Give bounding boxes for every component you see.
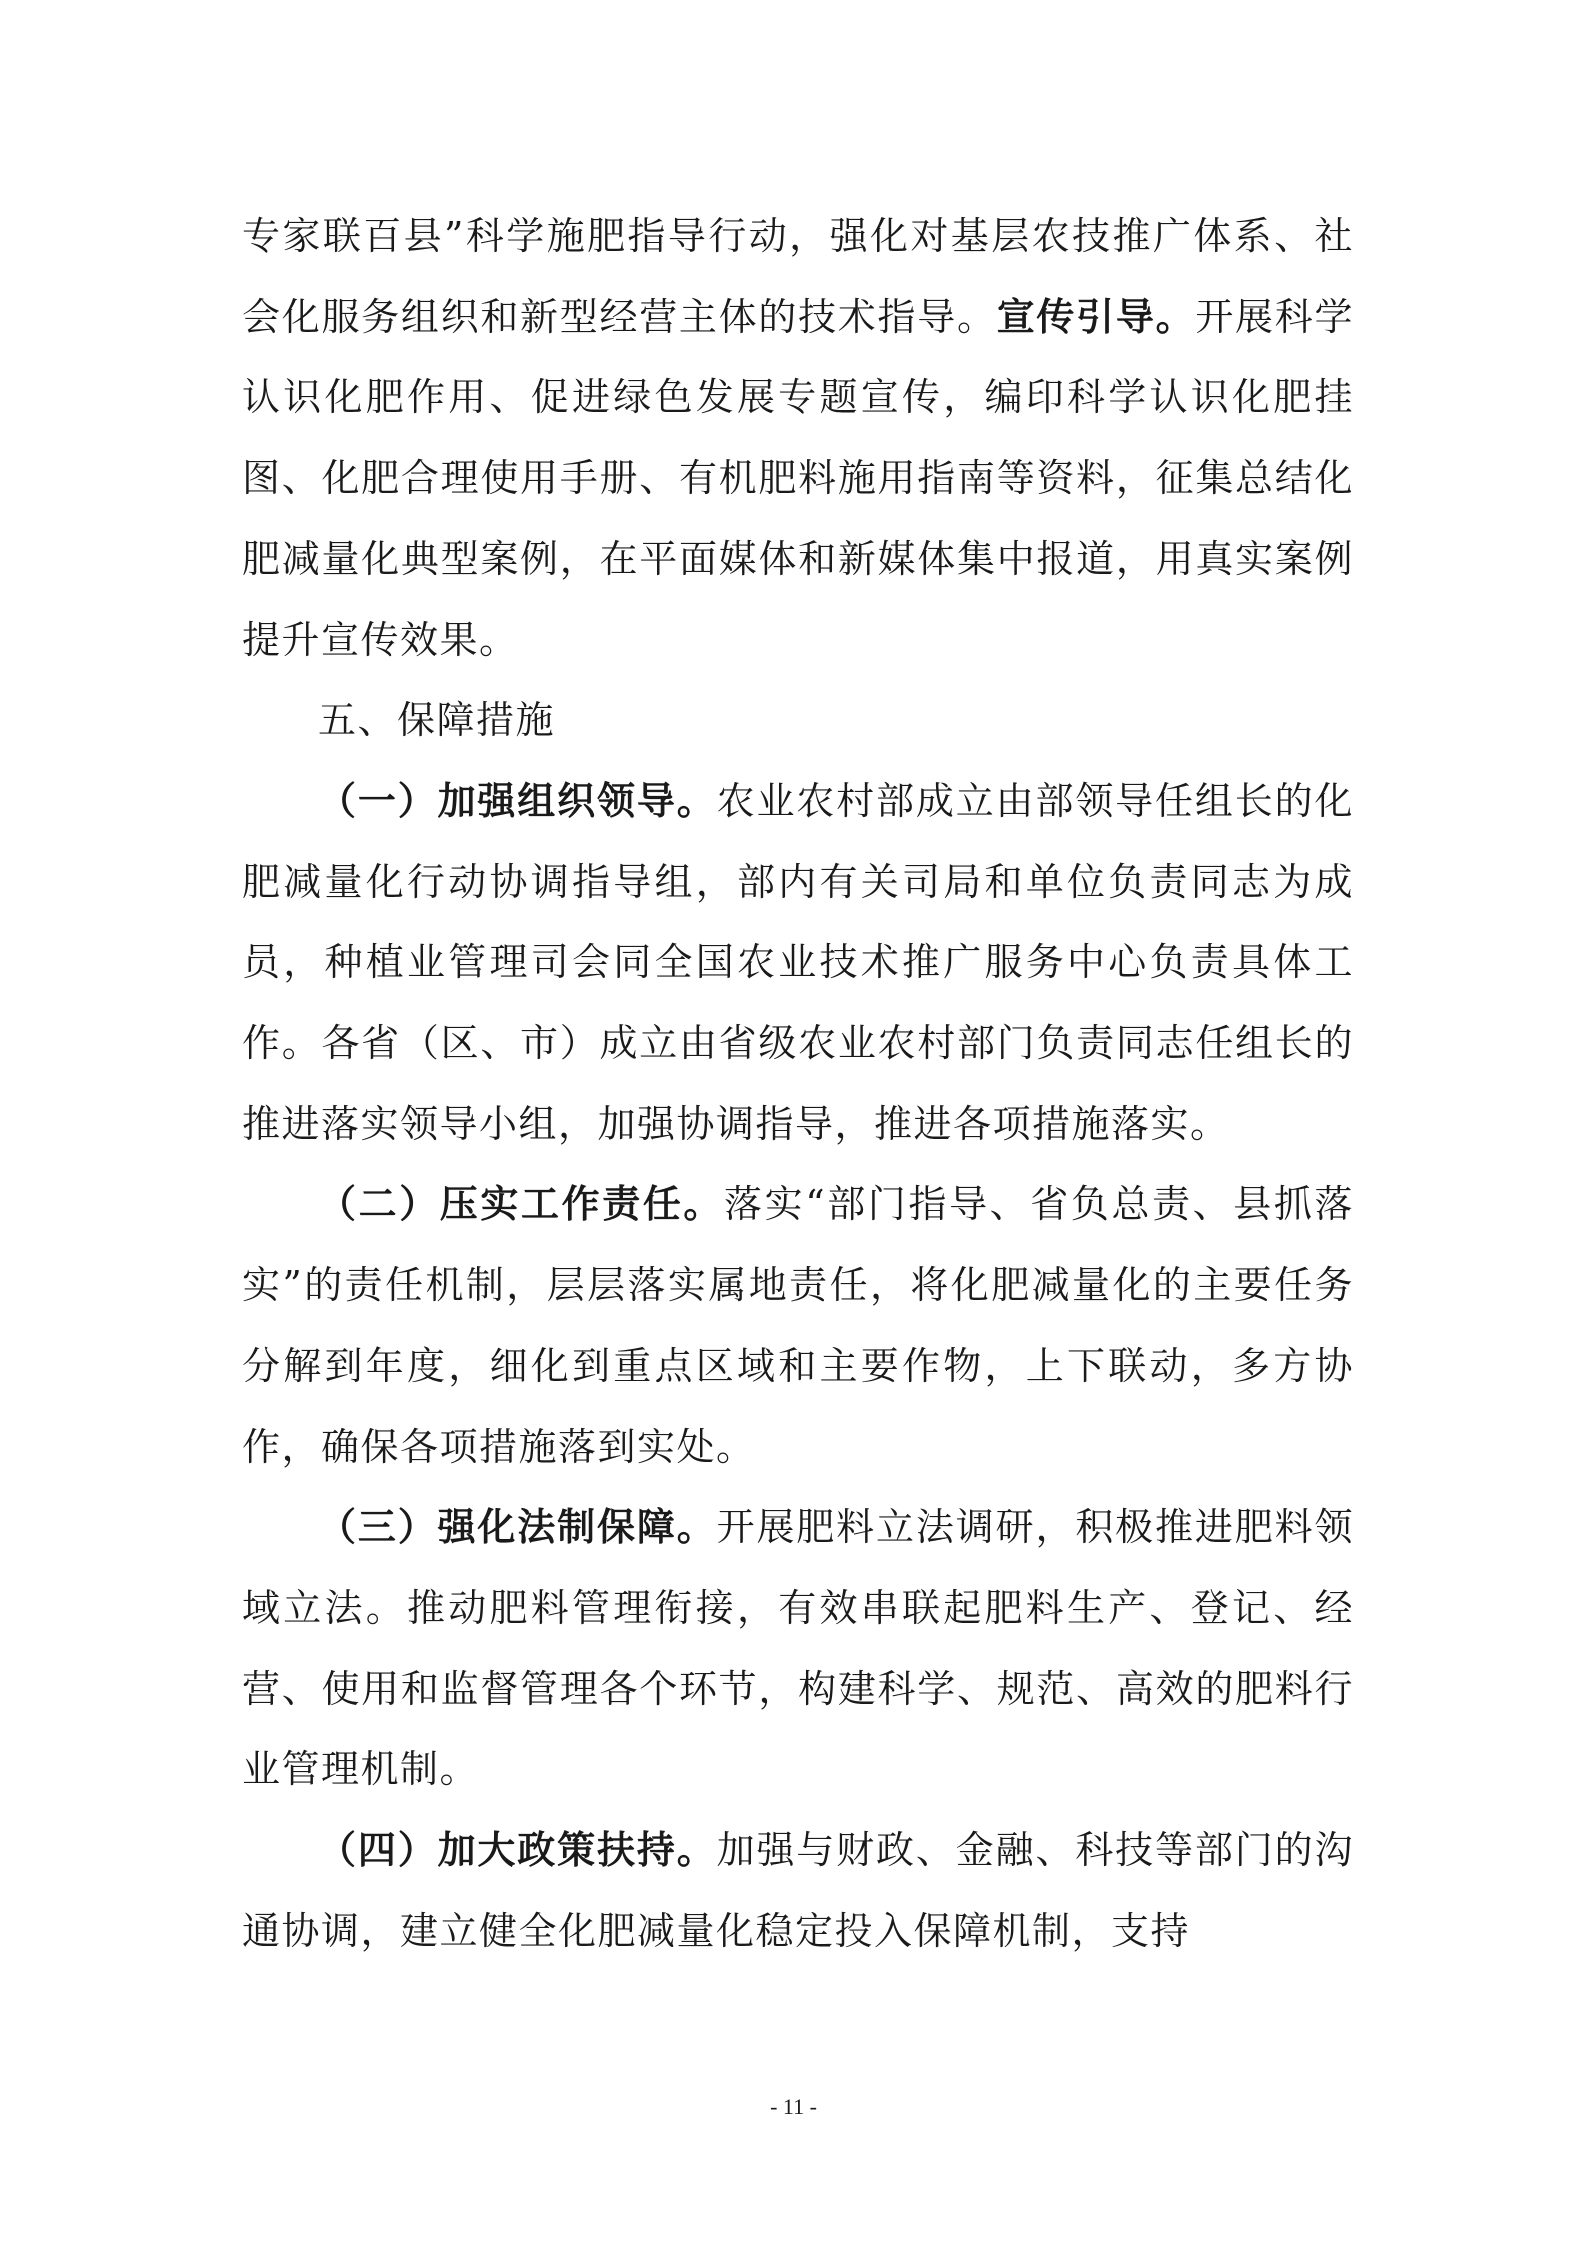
paragraph-text: 开展肥料立法调研，积极推进肥料领域立法。推动肥料管理衔接，有效串联起肥料生产、登记、经营、使用和监督管理各个环节，构建科学、规范、高效的肥料行业管理机制。: [242, 1505, 1354, 1792]
body-text: [242, 196, 1354, 1971]
paragraph: [242, 761, 1354, 1165]
subsection-heading: （二）压实工作责任。: [318, 1181, 725, 1227]
paragraph: [242, 1810, 1354, 1971]
subsection-heading: （一）加强组织领导。: [318, 777, 717, 823]
paragraph-text: 加强与财政、金融、科技等部门的沟通协调，建立健全化肥减量化稳定投入保障机制，支持: [242, 1828, 1354, 1953]
subsection-heading: （四）加大政策扶持。: [318, 1827, 717, 1873]
paragraph-continued: [242, 196, 1354, 680]
paragraph-text: 专家联百县”科学施肥指导行动，强化对基层农技推广体系、社会化服务组织和新型经营主体的技术指导。: [242, 214, 1354, 339]
paragraph: [242, 1487, 1354, 1810]
paragraph-text: 开展科学认识化肥作用、促进绿色发展专题宣传，编印科学认识化肥挂图、化肥合理使用手册、有机肥料施用指南等资料，征集总结化肥减量化典型案例，在平面媒体和新媒体集中报道，用真实案例提升宣传效果。: [242, 294, 1354, 662]
paragraph: [242, 1164, 1354, 1487]
paragraph-text: 农业农村部成立由部领导任组长的化肥减量化行动协调指导组，部内有关司局和单位负责同志为成员，种植业管理司会同全国农业技术推广服务中心负责具体工作。各省（区、市）成立由省级农业农村部门负责同志任组长的推进落实领导小组，加强协调指导，推进各项措施落实。: [242, 778, 1354, 1146]
section-heading: 五、保障措施: [318, 698, 556, 743]
inline-bold-heading: 宣传引导。: [996, 293, 1196, 339]
paragraph-text: 落实“部门指导、省负总责、县抓落实”的责任机制，层层落实属地责任，将化肥减量化的主要任务分解到年度，细化到重点区域和主要作物，上下联动，多方协作，确保各项措施落到实处。: [242, 1182, 1354, 1469]
subsection-heading: （三）强化法制保障。: [318, 1504, 717, 1550]
page-number: - 11 -: [770, 2094, 817, 2119]
